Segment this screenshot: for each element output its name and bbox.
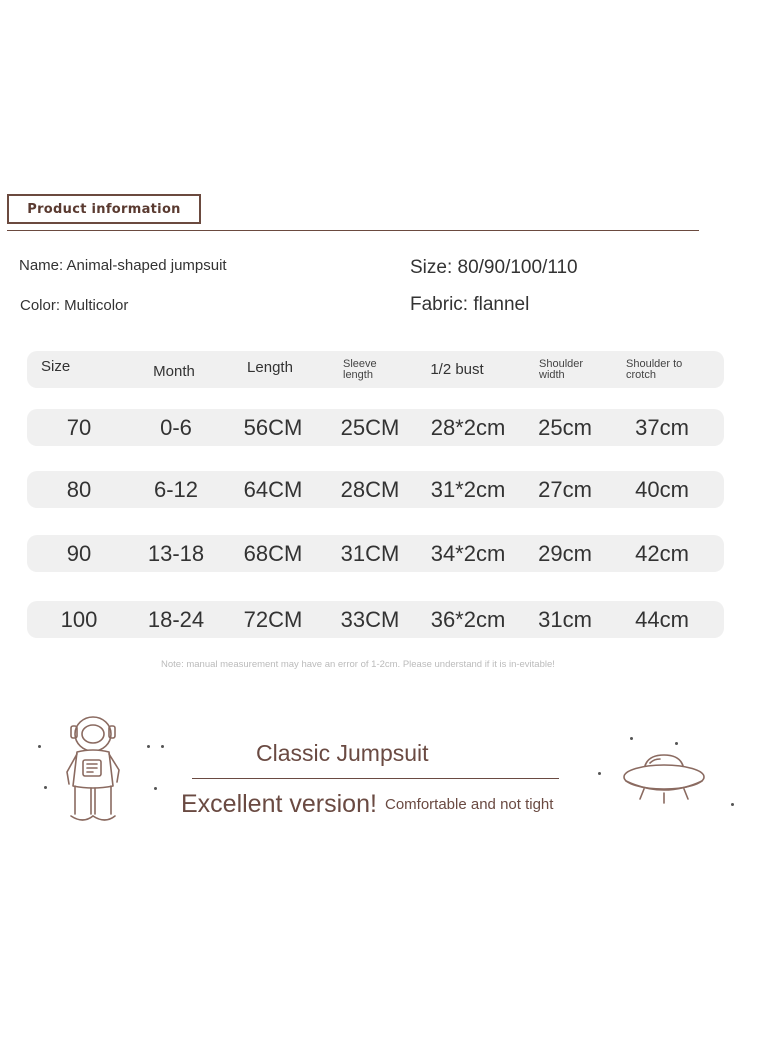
star-dot xyxy=(154,787,157,790)
cell-size: 70 xyxy=(66,414,92,440)
cell-shoulder: 27cm xyxy=(538,476,592,502)
cell-bust: 31*2cm xyxy=(430,476,506,502)
cell-size: 80 xyxy=(66,476,92,502)
cell-month: 0-6 xyxy=(160,414,192,440)
info-name: Name: Animal-shaped jumpsuit xyxy=(19,257,227,274)
col-month: Month xyxy=(153,363,195,380)
star-dot xyxy=(675,742,678,745)
cell-crotch: 40cm xyxy=(635,476,689,502)
cell-sleeve: 31CM xyxy=(340,540,400,566)
star-dot xyxy=(731,803,734,806)
measurement-note: Note: manual measurement may have an error of 1-2cm. Please understand if it is in-evitable! xyxy=(161,659,555,670)
promo-divider xyxy=(192,778,559,779)
astronaut-icon xyxy=(55,712,135,834)
star-dot xyxy=(147,745,150,748)
cell-bust: 34*2cm xyxy=(430,540,506,566)
cell-length: 68CM xyxy=(243,540,303,566)
col-length: Length xyxy=(247,359,293,376)
header-divider xyxy=(7,230,699,231)
cell-shoulder: 29cm xyxy=(538,540,592,566)
cell-crotch: 42cm xyxy=(635,540,689,566)
cell-month: 13-18 xyxy=(147,540,205,566)
cell-crotch: 44cm xyxy=(635,606,689,632)
promo-tagline: Comfortable and not tight xyxy=(385,796,554,813)
info-size: Size: 80/90/100/110 xyxy=(410,257,578,278)
col-shoulder: Shoulder width xyxy=(539,357,584,381)
col-crotch: Shoulder to crotch xyxy=(626,357,683,381)
star-dot xyxy=(44,786,47,789)
table-row xyxy=(27,535,724,572)
cell-sleeve: 28CM xyxy=(340,476,400,502)
col-bust: 1/2 bust xyxy=(430,361,484,378)
ufo-icon xyxy=(614,733,714,813)
info-color: Color: Multicolor xyxy=(20,297,129,314)
cell-length: 64CM xyxy=(243,476,303,502)
table-row xyxy=(27,471,724,508)
table-header xyxy=(27,351,724,388)
star-dot xyxy=(630,737,633,740)
cell-length: 56CM xyxy=(243,414,303,440)
star-dot xyxy=(161,745,164,748)
col-sleeve: Sleeve length xyxy=(343,357,377,381)
cell-bust: 36*2cm xyxy=(430,606,506,632)
info-fabric: Fabric: flannel xyxy=(410,294,530,315)
promo-headline: Excellent version! xyxy=(181,790,377,818)
cell-shoulder: 31cm xyxy=(538,606,592,632)
cell-month: 6-12 xyxy=(153,476,199,502)
cell-length: 72CM xyxy=(243,606,303,632)
cell-shoulder: 25cm xyxy=(538,414,592,440)
cell-crotch: 37cm xyxy=(635,414,689,440)
section-header xyxy=(7,194,201,224)
star-dot xyxy=(38,745,41,748)
cell-size: 90 xyxy=(66,540,92,566)
cell-sleeve: 33CM xyxy=(340,606,400,632)
section-title: Product information xyxy=(27,201,181,217)
col-size: Size xyxy=(41,358,71,375)
promo-title: Classic Jumpsuit xyxy=(256,740,429,766)
star-dot xyxy=(598,772,601,775)
table-row xyxy=(27,601,724,638)
table-row xyxy=(27,409,724,446)
cell-sleeve: 25CM xyxy=(340,414,400,440)
cell-bust: 28*2cm xyxy=(430,414,506,440)
cell-size: 100 xyxy=(60,606,98,632)
cell-month: 18-24 xyxy=(147,606,205,632)
